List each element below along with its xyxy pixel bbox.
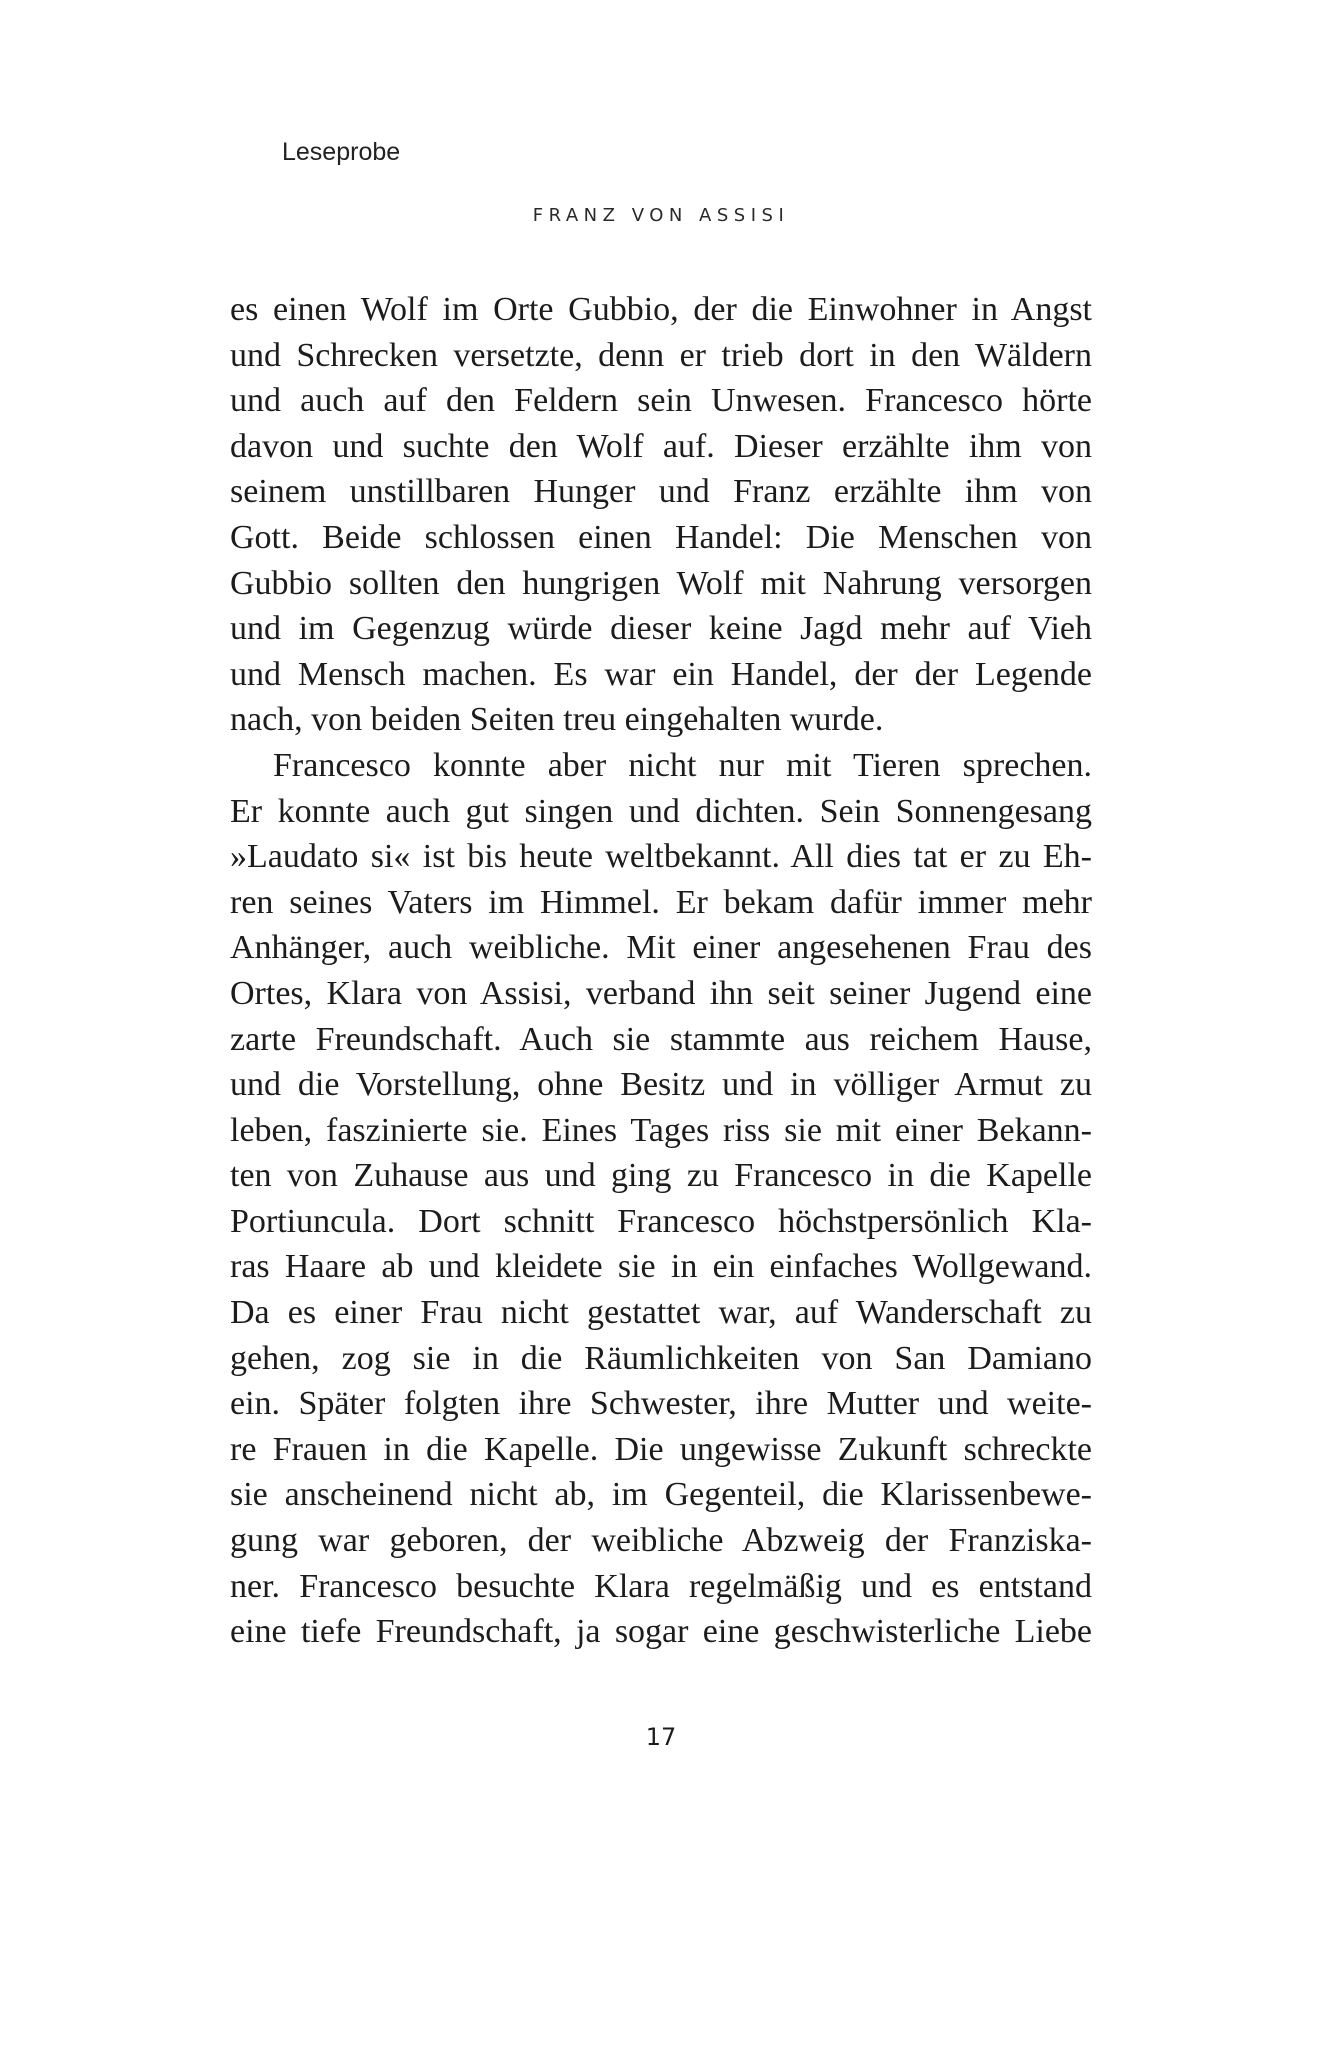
text-line: zarte Freundschaft. Auch sie stammte aus reichem Hause,	[230, 1020, 1092, 1058]
text-line: davon und suchte den Wolf auf. Dieser erzählte ihm von	[230, 427, 1092, 465]
text-line: »Laudato si« ist bis heute weltbekannt. All dies tat er zu Eh-	[230, 838, 1092, 876]
text-line: seinem unstillbaren Hunger und Franz erzählte ihm von	[230, 473, 1092, 511]
text-line: ras Haare ab und kleidete sie in ein einfaches Wollgewand.	[230, 1248, 1092, 1286]
text-line: eine tiefe Freundschaft, ja sogar eine geschwisterliche Liebe	[230, 1613, 1092, 1651]
page-number: 17	[645, 1723, 677, 1751]
text-line: Da es einer Frau nicht gestattet war, auf Wanderschaft zu	[230, 1294, 1092, 1332]
text-line: und im Gegenzug würde dieser keine Jagd mehr auf Vieh	[230, 610, 1092, 648]
text-line: ren seines Vaters im Himmel. Er bekam dafür immer mehr	[230, 883, 1092, 921]
text-line: ein. Später folgten ihre Schwester, ihre Mutter und weite-	[230, 1385, 1092, 1423]
text-line: Ortes, Klara von Assisi, verband ihn seit seiner Jugend eine	[230, 974, 1092, 1012]
text-line: Er konnte auch gut singen und dichten. Sein Sonnengesang	[230, 792, 1092, 830]
paragraph	[230, 287, 1092, 743]
text-line: ten von Zuhause aus und ging zu Francesco in die Kapelle	[230, 1157, 1092, 1195]
text-line: gung war geboren, der weibliche Abzweig der Franziska-	[230, 1522, 1092, 1560]
text-line: Gubbio sollten den hungrigen Wolf mit Nahrung versorgen	[230, 564, 1092, 602]
text-line: und Schrecken versetzte, denn er trieb dort in den Wäldern	[230, 336, 1092, 374]
page-label: Leseprobe	[282, 138, 401, 166]
text-line: gehen, zog sie in die Räumlichkeiten von San Damiano	[230, 1339, 1092, 1377]
text-line: und Mensch machen. Es war ein Handel, der der Legende	[230, 655, 1092, 693]
body-text	[230, 287, 1092, 1655]
text-line: ner. Francesco besuchte Klara regelmäßig und es entstand	[230, 1567, 1092, 1605]
text-line: es einen Wolf im Orte Gubbio, der die Einwohner in Angst	[230, 291, 1092, 328]
text-line: und auch auf den Feldern sein Unwesen. Francesco hörte	[230, 382, 1092, 420]
running-head: FRANZ VON ASSISI	[532, 205, 790, 226]
text-line: Portiuncula. Dort schnitt Francesco höchstpersönlich Kla-	[230, 1202, 1092, 1240]
text-line: Francesco konnte aber nicht nur mit Tieren sprechen.	[273, 746, 1092, 784]
paragraph	[230, 743, 1092, 1655]
text-line: und die Vorstellung, ohne Besitz und in völliger Armut zu	[230, 1066, 1092, 1104]
text-line: leben, faszinierte sie. Eines Tages riss sie mit einer Bekann-	[230, 1111, 1092, 1149]
text-line: Anhänger, auch weibliche. Mit einer angesehenen Frau des	[230, 929, 1092, 967]
text-line: re Frauen in die Kapelle. Die ungewisse Zukunft schreckte	[230, 1430, 1092, 1468]
text-line: sie anscheinend nicht ab, im Gegenteil, die Klarissenbewe-	[230, 1476, 1092, 1514]
text-line: nach, von beiden Seiten treu eingehalten wurde.	[230, 701, 884, 739]
text-line: Gott. Beide schlossen einen Handel: Die Menschen von	[230, 518, 1092, 556]
